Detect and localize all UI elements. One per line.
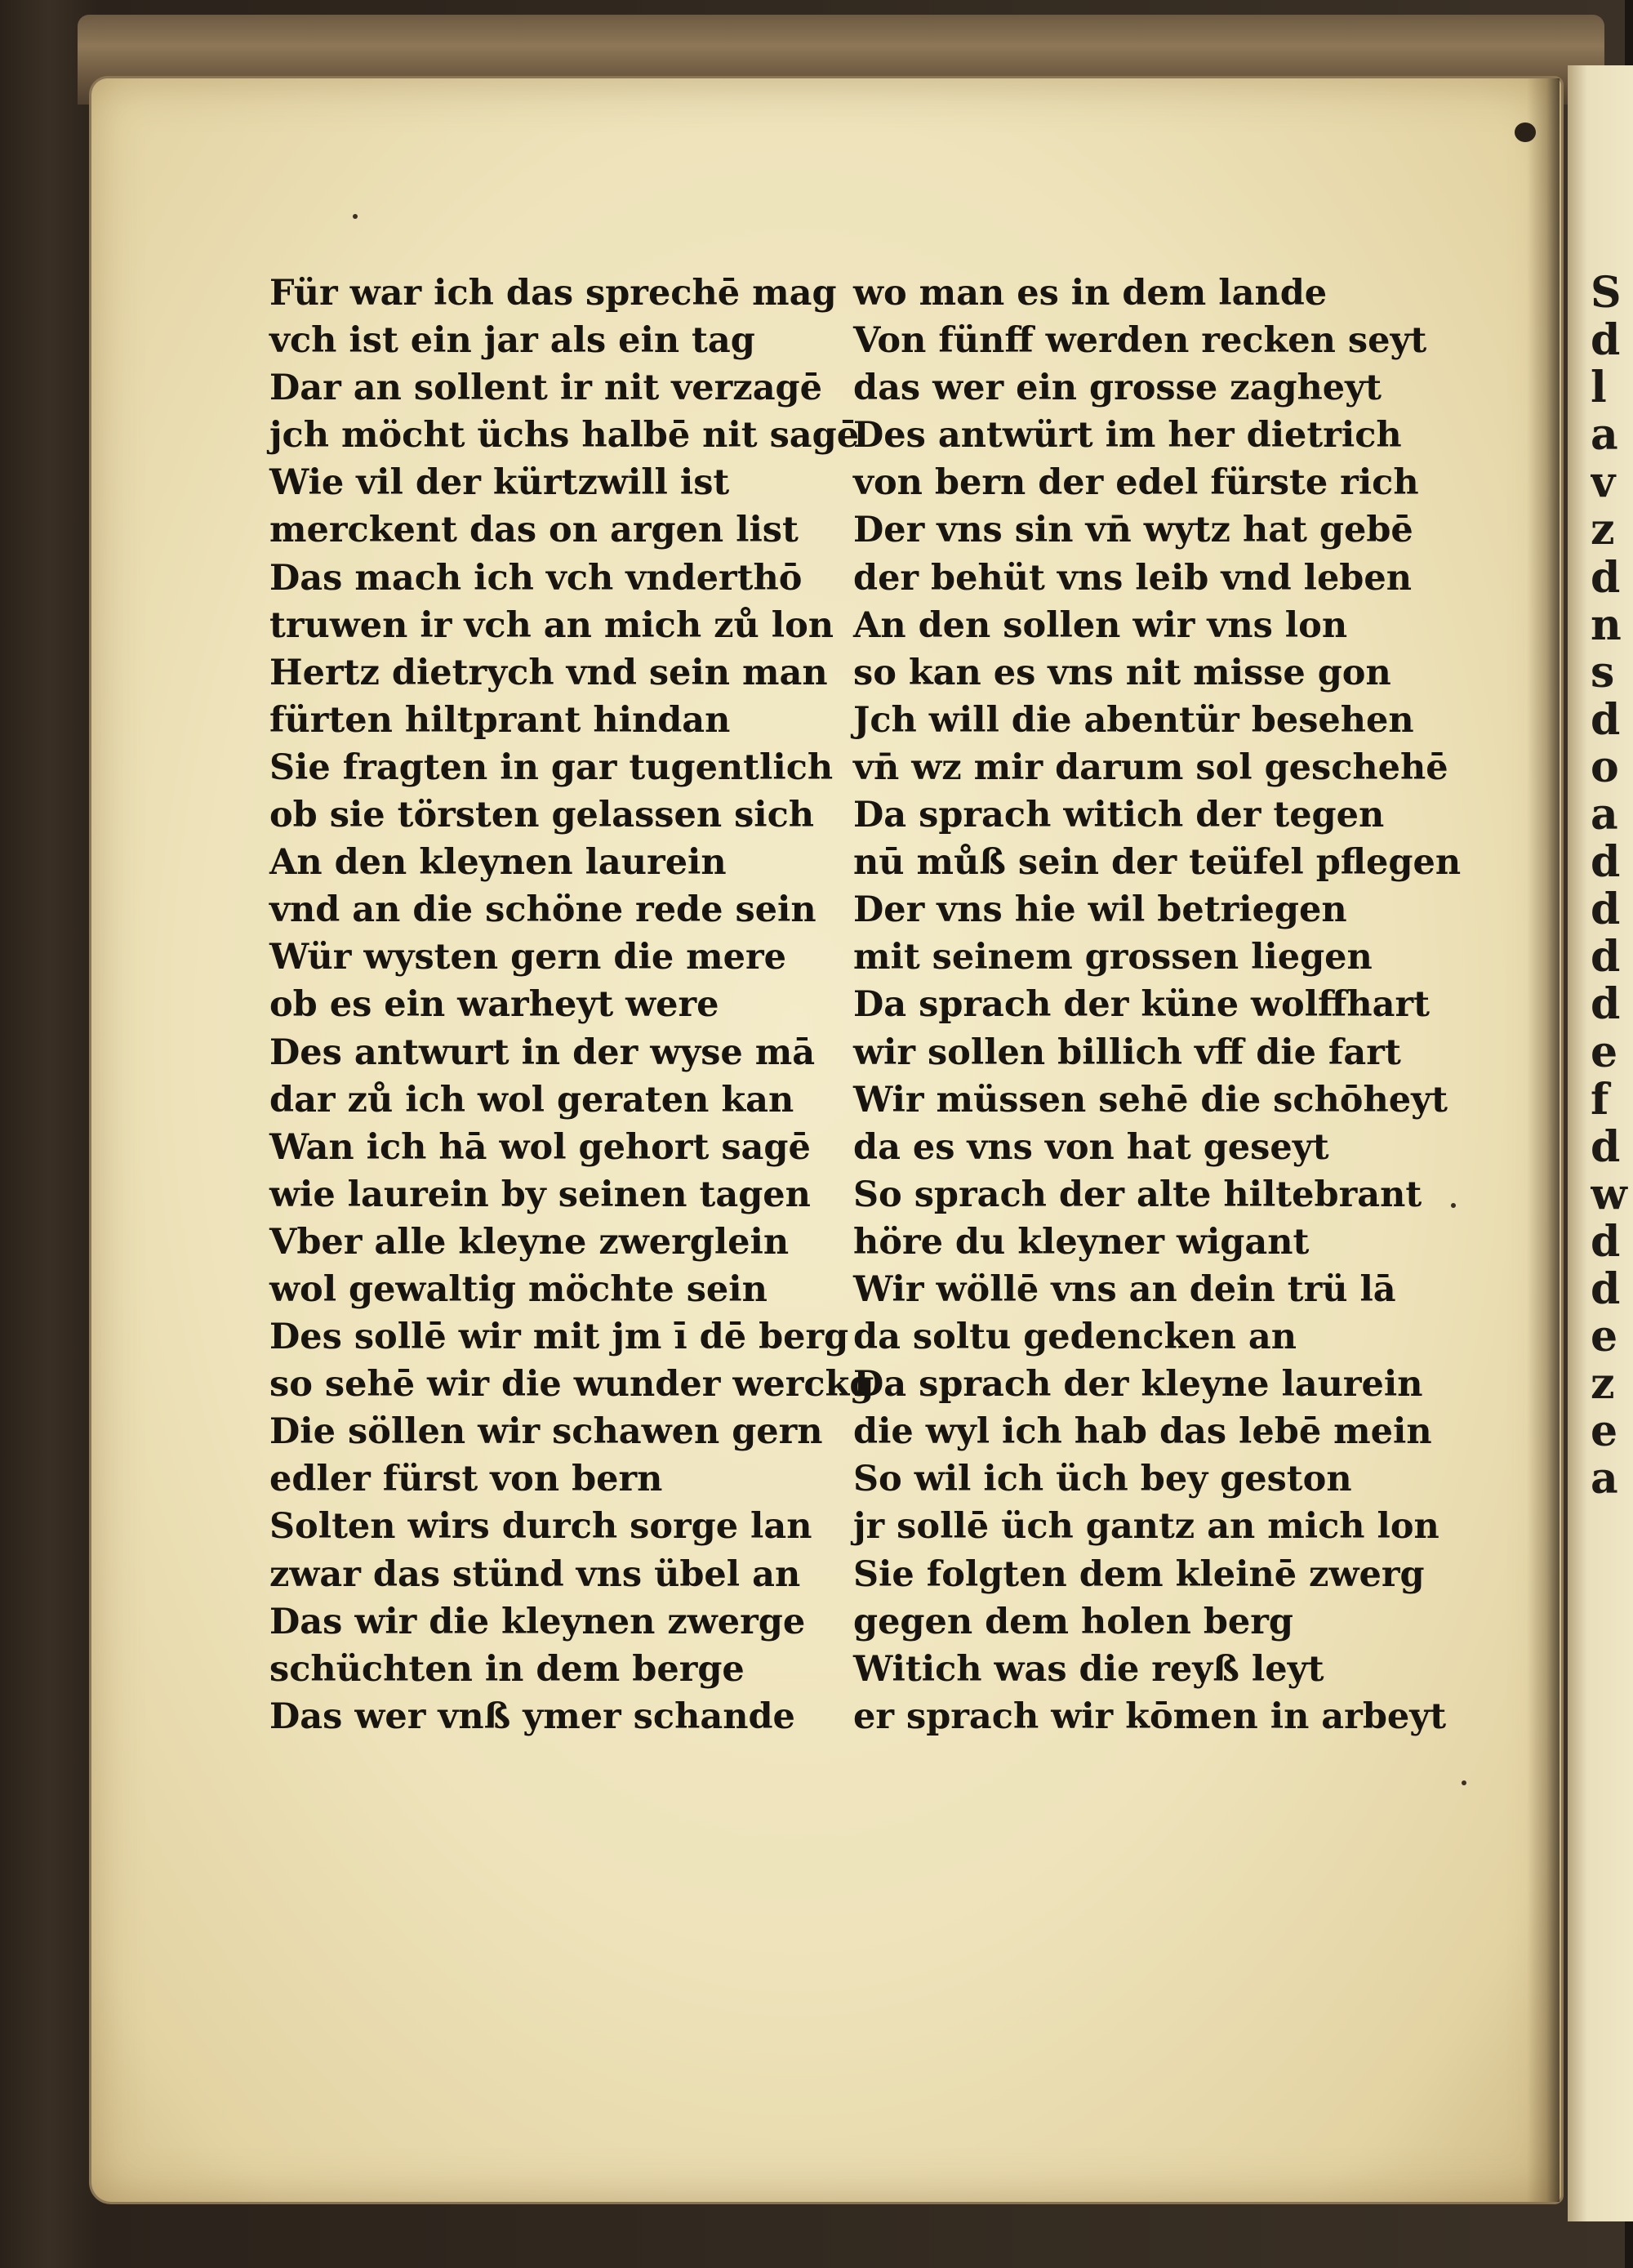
verse-line: mit seinem grossen liegen [853, 937, 1373, 978]
verse-line: Vber alle kleyne zwerglein [269, 1221, 790, 1263]
verse-line: d [1591, 1263, 1621, 1314]
ink-blot [1515, 123, 1536, 142]
verse-line: vn̄ wz mir darum sol geschehē [853, 746, 1448, 788]
verse-line: wo man es in dem lande [853, 273, 1328, 314]
verse-line: Das mach ich vch vnderthō [269, 557, 803, 599]
verse-line: d [1591, 932, 1621, 983]
page-speck [1451, 1203, 1456, 1208]
verse-line: S [1591, 270, 1622, 318]
verse-line: e [1591, 1312, 1618, 1362]
verse-line: d [1591, 979, 1621, 1030]
verse-line: Witich was die reyß leyt [853, 1648, 1324, 1690]
verse-line: d [1591, 884, 1621, 935]
verse-line: An den kleynen laurein [269, 842, 727, 884]
verse-line: merckent das on argen list [269, 510, 799, 551]
verse-line: d [1591, 694, 1621, 745]
verse-line: Da sprach der küne wolffhart [853, 984, 1430, 1026]
verse-line: n [1591, 599, 1622, 650]
verse-line: schüchten in dem berge [269, 1648, 745, 1690]
verse-line: z [1591, 505, 1615, 555]
verse-line: Solten wirs durch sorge lan [269, 1506, 812, 1548]
verse-line: Hertz dietrych vnd sein man [269, 652, 828, 693]
text-column-right [853, 270, 1462, 1740]
verse-line: vnd an die schöne rede sein [269, 889, 816, 931]
verse-line: An den sollen wir vns lon [853, 604, 1348, 646]
verse-line: wie laurein by seinen tagen [269, 1174, 811, 1215]
verse-line: f [1591, 1074, 1609, 1125]
verse-line: Wie vil der kürtzwill ist [269, 462, 730, 504]
verse-line: er sprach wir kōmen in arbeyt [853, 1695, 1447, 1737]
verse-line: w [1591, 1169, 1627, 1219]
verse-line: d [1591, 837, 1621, 888]
verse-line: höre du kleyner wigant [853, 1221, 1310, 1263]
verse-line: d [1591, 315, 1621, 366]
verse-line: d [1591, 1121, 1621, 1172]
verse-line: a [1591, 1454, 1618, 1504]
verse-line: ob es ein warheyt were [269, 984, 719, 1026]
verse-line: Von fünff werden recken seyt [853, 320, 1427, 362]
verse-line: so kan es vns nit misse gon [853, 652, 1391, 693]
verse-line: o [1591, 742, 1619, 792]
verse-line: da soltu gedencken an [853, 1317, 1297, 1358]
verse-line: Wan ich hā wol gehort sagē [269, 1126, 811, 1168]
verse-line: Des antwürt im her dietrich [853, 415, 1402, 457]
verse-line: ob sie törsten gelassen sich [269, 795, 815, 836]
verse-line: s [1591, 647, 1615, 697]
verse-line: Der vns hie wil betriegen [853, 889, 1347, 931]
verse-line: Für war ich das sprechē mag [269, 273, 837, 314]
verse-line: So wil ich üch bey geston [853, 1459, 1352, 1500]
page-speck [353, 214, 358, 219]
verse-line: von bern der edel fürste rich [853, 462, 1419, 504]
verse-line: zwar das stünd vns übel an [269, 1553, 801, 1595]
verse-line: Das wir die kleynen zwerge [269, 1601, 806, 1642]
verse-line: e [1591, 1406, 1618, 1457]
verse-line: edler fürst von bern [269, 1459, 663, 1500]
verse-line: vch ist ein jar als ein tag [269, 320, 755, 362]
verse-line: Wir wöllē vns an dein trü lā [853, 1268, 1396, 1310]
verse-line: z [1591, 1359, 1615, 1410]
verse-line: a [1591, 790, 1618, 840]
page-gutter-shadow [1527, 78, 1560, 2202]
verse-line: Sie fragten in gar tugentlich [269, 746, 834, 788]
verse-line: nū můß sein der teüfel pflegen [853, 842, 1462, 884]
verse-line: fürten hiltprant hindan [269, 699, 731, 741]
verse-line: e [1591, 1027, 1618, 1077]
verse-line: der behüt vns leib vnd leben [853, 557, 1412, 599]
verse-line: Das wer vnß ymer schande [269, 1695, 795, 1737]
verse-line: v [1591, 457, 1616, 508]
verse-line: Wür wysten gern die mere [269, 937, 787, 978]
verse-line: dar zů ich wol geraten kan [269, 1079, 794, 1121]
verse-line: das wer ein grosse zagheyt [853, 368, 1382, 409]
verse-line: Jch will die abentür besehen [853, 699, 1414, 741]
verse-line: d [1591, 552, 1621, 603]
text-column-left [269, 270, 874, 1740]
verse-line: Wir müssen sehē die schōheyt [853, 1079, 1448, 1121]
verse-line: Des antwurt in der wyse mā [269, 1032, 816, 1073]
verse-line: Die söllen wir schawen gern [269, 1411, 823, 1453]
verse-line: Da sprach witich der tegen [853, 795, 1385, 836]
verse-line: jch möcht üchs halbē nit sagē [269, 415, 860, 457]
facing-page-text [1591, 270, 1633, 1503]
verse-line: so sehē wir die wunder werckg [269, 1364, 874, 1406]
verse-line: wir sollen billich vff die fart [853, 1032, 1401, 1073]
verse-line: jr sollē üch gantz an mich lon [853, 1506, 1439, 1548]
verse-line: d [1591, 1216, 1621, 1267]
verse-line: Sie folgten dem kleinē zwerg [853, 1553, 1425, 1595]
verse-line: truwen ir vch an mich zů lon [269, 604, 834, 646]
verse-line: Der vns sin vn̄ wytz hat gebē [853, 510, 1413, 551]
verse-line: l [1591, 363, 1607, 413]
verse-line: So sprach der alte hiltebrant [853, 1174, 1422, 1215]
verse-line: die wyl ich hab das lebē mein [853, 1411, 1432, 1453]
verse-line: Da sprach der kleyne laurein [853, 1364, 1423, 1406]
verse-line: Dar an sollent ir nit verzagē [269, 368, 822, 409]
page-speck [1462, 1780, 1466, 1785]
verse-line: gegen dem holen berg [853, 1601, 1293, 1642]
verse-line: da es vns von hat geseyt [853, 1126, 1329, 1168]
verse-line: wol gewaltig möchte sein [269, 1268, 768, 1310]
verse-line: a [1591, 410, 1618, 461]
verse-line: Des sollē wir mit jm ī dē berg [269, 1317, 849, 1358]
